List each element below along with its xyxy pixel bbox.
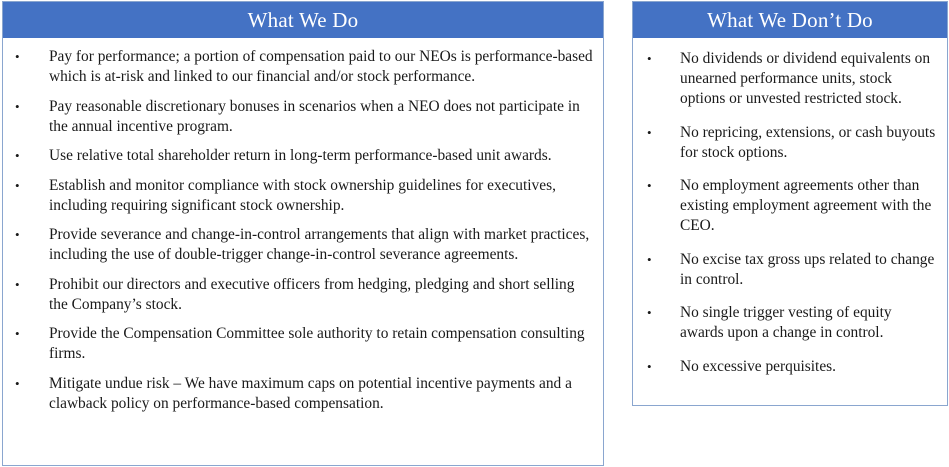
list-item [3,225,603,265]
list-item-text: Prohibit our directors and executive officers from hedging, pledging and short selling the Company’s stock. [49,275,575,313]
bullet-icon: • [15,276,20,292]
what-we-dont-do-list [633,38,947,377]
list-item-text: No single trigger vesting of equity awards upon a change in control. [680,304,892,341]
what-we-dont-do-header: What We Don’t Do [633,2,947,38]
list-item-text: No repricing, extensions, or cash buyouts for stock options. [680,123,936,161]
list-item-text: Use relative total shareholder return in long-term performance-based unit awards. [49,147,552,164]
bullet-icon: • [15,49,20,64]
list-item-text: No excise tax gross ups related to change in control. [680,250,935,288]
what-we-do-list [3,38,603,414]
bullet-icon: • [647,358,652,374]
list-item [633,357,947,377]
list-item [633,303,947,343]
list-item [633,123,947,163]
list-item [633,49,947,109]
bullet-icon: • [15,98,20,114]
list-item [3,97,603,137]
list-item-text: Establish and monitor compliance with stock ownership guidelines for executives, including requiring significant stock ownership. [49,176,556,214]
list-item [3,275,603,315]
what-we-do-panel [2,1,604,466]
list-item-text: No excessive perquisites. [680,357,837,375]
list-item [3,47,603,87]
bullet-icon: • [15,375,20,391]
bullet-icon: • [15,326,20,341]
list-item [3,146,603,166]
bullet-icon: • [647,251,652,267]
what-we-do-header: What We Do [3,2,603,38]
bullet-icon: • [15,227,20,242]
list-item-text: Pay reasonable discretionary bonuses in scenarios when a NEO does not participate in the annual incentive program. [49,97,580,135]
list-item-text: No dividends or dividend equivalents on unearned performance units, stock options or unvested restricted stock. [680,50,931,107]
bullet-icon: • [15,148,20,163]
what-we-dont-do-panel [632,1,948,406]
list-item-text: No employment agreements other than existing employment agreement with the CEO. [680,177,932,234]
list-item [633,176,947,236]
bullet-icon: • [647,51,652,66]
list-item-text: Provide the Compensation Committee sole authority to retain compensation consulting firms. [49,325,585,362]
list-item [3,374,603,414]
bullet-icon: • [647,124,652,140]
list-item-text: Provide severance and change-in-control arrangements that align with market practices, including the use of double-trigger change-in-control severance agreements. [49,226,590,263]
list-item [3,176,603,216]
list-item-text: Pay for performance; a portion of compensation paid to our NEOs is performance-based which is at-risk and linked to our financial and/or stock performance. [49,48,593,85]
bullet-icon: • [15,177,20,193]
list-item-text: Mitigate undue risk – We have maximum caps on potential incentive payments and a clawback policy on performance-based compensation. [49,374,572,412]
list-item [3,324,603,364]
bullet-icon: • [647,178,652,193]
bullet-icon: • [647,305,652,320]
list-item [633,250,947,290]
